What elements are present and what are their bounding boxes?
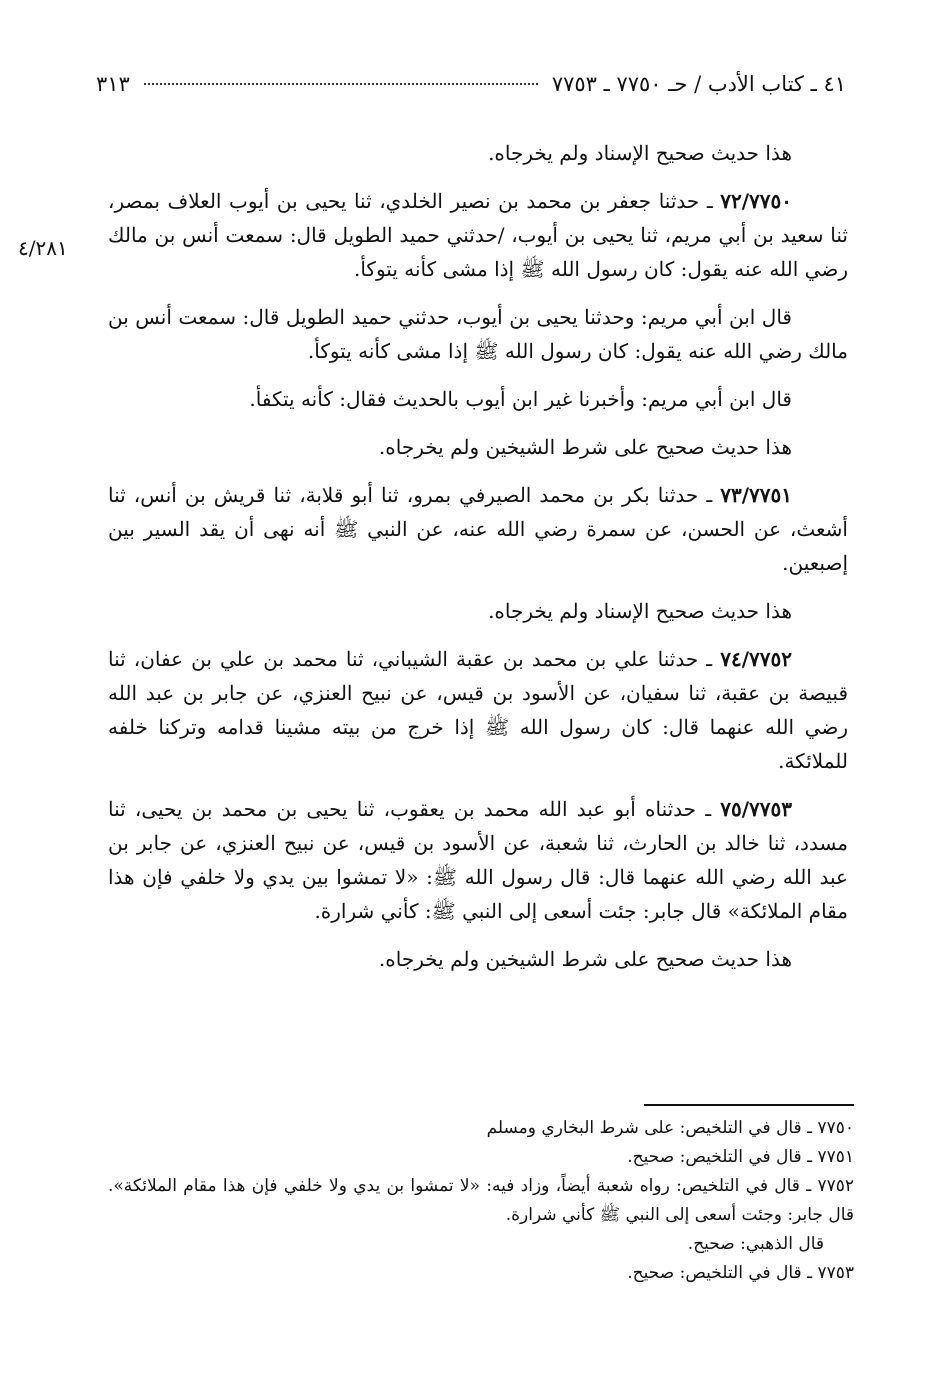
paragraph-text: ـ حدثناه أبو عبد الله محمد بن يعقوب، ثنا يحيى بن محمد بن يحيى، ثنا مسدد، ثنا خالد بن الحارث، ثنا شعبة، عن الأسود بن قيس، عن نبيح العنزي، عن جابر بن عبد الله رضي الله عنهما قال: قال رسول الله ﷺ: «لا تمشوا بين يدي ولا خلفي فإن هذا مقام الملائكة» قال جابر: جئت أسعى إلى النبي ﷺ: كأني شرارة.	[108, 797, 848, 923]
footnote: قال الذهبي: صحيح.	[687, 1234, 824, 1254]
paragraph-text: هذا حديث صحيح على شرط الشيخين ولم يخرجاه.	[378, 435, 792, 459]
footnote-separator	[644, 1104, 854, 1106]
margin-volume-page-ref: ٤/٢٨١	[18, 236, 68, 260]
footnote: ٧٧٥٣ ـ قال في التلخيص: صحيح.	[627, 1263, 854, 1283]
hadith-paragraph	[108, 478, 848, 580]
hadith-number: ٧٤/٧٧٥٢	[720, 647, 792, 671]
paragraph-text: ـ حدثنا بكر بن محمد الصيرفي بمرو، ثنا أبو قلابة، ثنا قريش بن أنس، ثنا أشعث، عن الحسن، عن سمرة رضي الله عنه، عن النبي ﷺ أنه نهى أن يقد السير بين إصبعين.	[108, 483, 848, 575]
header-dot-leader	[144, 83, 538, 85]
paragraph-text: هذا حديث صحيح الإسناد ولم يخرجاه.	[488, 599, 792, 623]
footnote: ٧٧٥٠ ـ قال في التلخيص: على شرط البخاري ومسلم	[486, 1118, 854, 1138]
text-paragraph	[108, 382, 848, 416]
footnotes	[108, 1114, 854, 1288]
paragraph-text: قال ابن أبي مريم: وأخبرنا غير ابن أيوب بالحديث فقال: كأنه يتكفأ.	[249, 387, 792, 411]
paragraph-text: ـ حدثنا جعفر بن محمد بن نصير الخلدي، ثنا يحيى بن أيوب العلاف بمصر، ثنا سعيد بن أبي مريم، ثنا يحيى بن أيوب، /حدثني حميد الطويل قال: سمعت أنس بن مالك رضي الله عنه يقول: كان رسول الله ﷺ إذا مشى كأنه يتوكأ.	[108, 189, 848, 281]
main-text	[108, 136, 848, 990]
text-paragraph	[108, 300, 848, 368]
text-paragraph	[108, 430, 848, 464]
footnote: ٧٧٥٢ ـ قال في التلخيص: رواه شعبة أيضاً، وزاد فيه: «لا تمشوا بن يدي ولا خلفي فإن هذا مقام الملائكة». قال جابر: وجئت أسعى إلى النبي ﷺ كأني شرارة.	[108, 1176, 854, 1225]
text-paragraph	[108, 594, 848, 628]
hadith-number: ٧٥/٧٧٥٣	[720, 797, 792, 821]
footnote: ٧٧٥١ ـ قال في التلخيص: صحيح.	[627, 1147, 854, 1167]
hadith-number: ٧٢/٧٧٥٠	[720, 189, 792, 213]
paragraph-text: قال ابن أبي مريم: وحدثنا يحيى بن أيوب، حدثني حميد الطويل قال: سمعت أنس بن مالك رضي الله عنه يقول: كان رسول الله ﷺ إذا مشى كأنه يتوكأ.	[108, 305, 848, 363]
paragraph-text: هذا حديث صحيح الإسناد ولم يخرجاه.	[488, 141, 792, 165]
hadith-paragraph	[108, 642, 848, 778]
text-paragraph	[108, 136, 848, 170]
text-paragraph	[108, 942, 848, 976]
paragraph-text: هذا حديث صحيح على شرط الشيخين ولم يخرجاه.	[378, 947, 792, 971]
hadith-number: ٧٣/٧٧٥١	[720, 483, 792, 507]
hadith-paragraph	[108, 184, 848, 286]
hadith-paragraph	[108, 792, 848, 928]
chapter-title: ٤١ ـ كتاب الأدب / حـ ٧٧٥٠ ـ ٧٧٥٣	[551, 72, 846, 96]
paragraph-text: ـ حدثنا علي بن محمد بن عقبة الشيباني، ثنا محمد بن علي بن عفان، ثنا قبيصة بن عقبة، ثنا سفيان، عن الأسود بن قيس، عن نبيح العنزي، عن جابر بن عبد الله رضي الله عنهما قال: كان رسول الله ﷺ إذا خرج من بيته مشينا قدامه وتركنا خلفه للملائكة.	[108, 647, 848, 773]
running-header	[96, 72, 846, 106]
page-number: ٣١٣	[96, 72, 130, 96]
